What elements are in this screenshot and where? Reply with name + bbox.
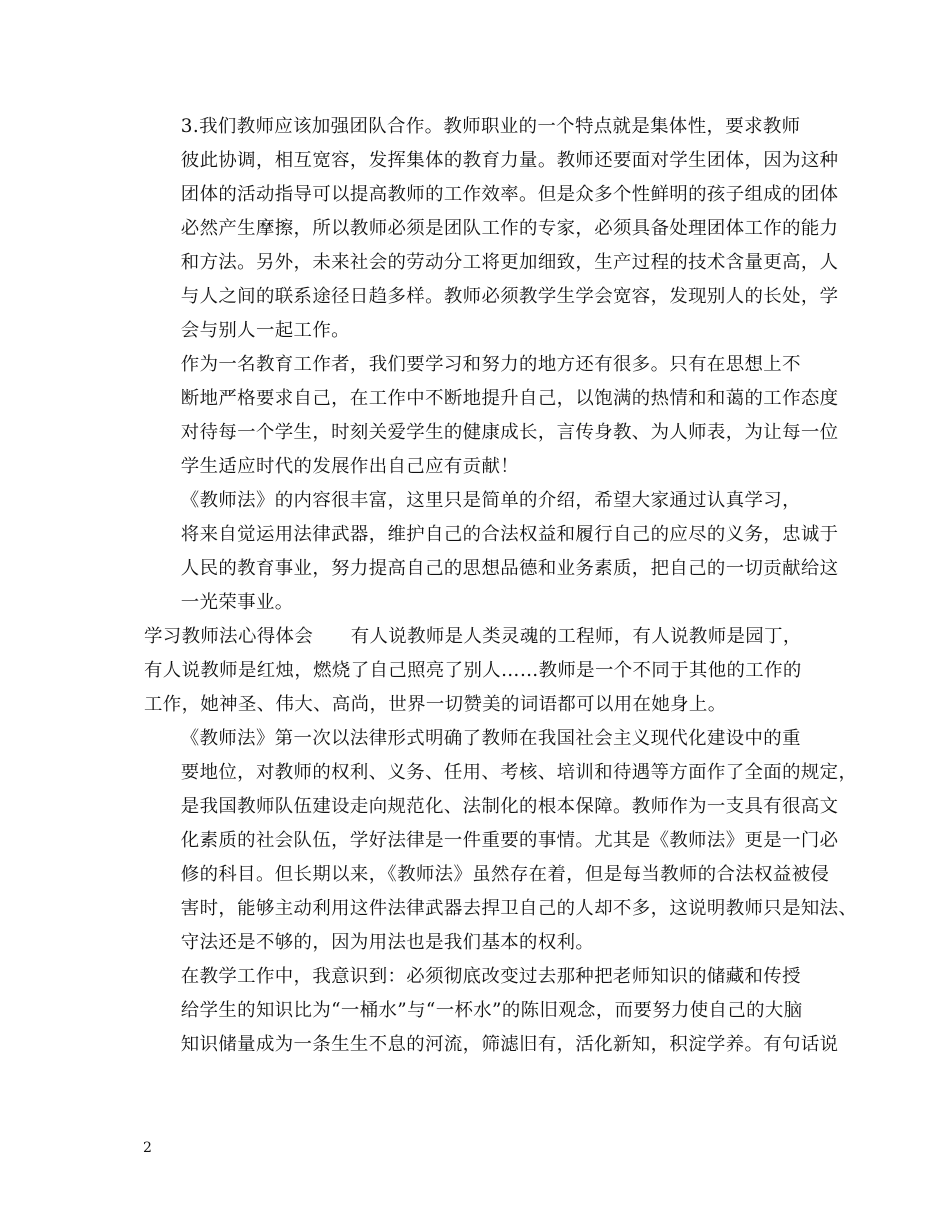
text-line: 团体的活动指导可以提高教师的工作效率。但是众多个性鲜明的孩子组成的团体 xyxy=(180,184,839,205)
text-line: 工作，她神圣、伟大、高尚，世界一切赞美的词语都可以用在她身上。 xyxy=(144,694,727,715)
text-line: 害时，能够主动利用这件法律武器去捍卫自己的人却不多，这说明教师只是知法、 xyxy=(180,898,858,919)
text-line: 守法还是不够的，因为用法也是我们基本的权利。 xyxy=(180,932,595,953)
paragraph-teacher-law-status xyxy=(144,722,858,960)
text-line: 《教师法》第一次以法律形式明确了教师在我国社会主义现代化建设中的重 xyxy=(180,728,801,749)
text-line: 人民的教育事业，努力提高自己的思想品德和业务素质，把自己的一切贡献给这 xyxy=(180,558,839,579)
document-page xyxy=(144,110,858,1062)
text-line: 修的科目。但长期以来，《教师法》虽然存在着，但是每当教师的合法权益被侵 xyxy=(180,864,830,885)
text-line: 给学生的知识比为“一桶水”与“一杯水”的陈旧观念，而要努力使自己的大脑 xyxy=(180,1000,803,1021)
text-line: 断地严格要求自己，在工作中不断地提升自己，以饱满的热情和和蔼的工作态度 xyxy=(180,388,839,409)
paragraph-team-cooperation xyxy=(144,110,839,348)
paragraph-teacher-law-summary xyxy=(144,484,839,620)
text-line: 彼此协调，相互宽容，发挥集体的教育力量。教师还要面对学生团体，因为这种 xyxy=(180,150,839,171)
text-line: 3.我们教师应该加强团队合作。教师职业的一个特点就是集体性，要求教师 xyxy=(180,116,801,137)
text-line: 知识储量成为一条生生不息的河流，筛滤旧有，活化新知，积淀学养。有句话说 xyxy=(180,1034,839,1055)
text-line: 与人之间的联系途径日趋多样。教师必须教学生学会宽容，发现别人的长处，学 xyxy=(180,286,839,307)
text-line: 化素质的社会队伍，学好法律是一件重要的事情。尤其是《教师法》更是一门必 xyxy=(180,830,839,851)
text-line: 会与别人一起工作。 xyxy=(180,320,350,341)
text-line: 和方法。另外，未来社会的劳动分工将更加细致，生产过程的技术含量更高，人 xyxy=(180,252,839,273)
text-line: 《教师法》的内容很丰富，这里只是简单的介绍，希望大家通过认真学习， xyxy=(180,490,801,511)
text-line: 必然产生摩擦，所以教师必须是团队工作的专家，必须具备处理团体工作的能力 xyxy=(180,218,839,239)
text-line: 要地位，对教师的权利、义务、任用、考核、培训和待遇等方面作了全面的规定， xyxy=(180,762,858,783)
paragraph-study-notes-heading xyxy=(144,620,820,722)
text-line: 作为一名教育工作者，我们要学习和努力的地方还有很多。只有在思想上不 xyxy=(180,354,801,375)
text-line: 是我国教师队伍建设走向规范化、法制化的根本保障。教师作为一支具有很高文 xyxy=(180,796,839,817)
page-number: 2 xyxy=(143,1140,152,1156)
text-line: 对待每一个学生，时刻关爱学生的健康成长，言传身教、为人师表，为让每一位 xyxy=(180,422,839,443)
text-line: 学生适应时代的发展作出自己应有贡献！ xyxy=(180,456,520,477)
text-line: 一光荣事业。 xyxy=(180,592,294,613)
text-line: 将来自觉运用法律武器，维护自己的合法权益和履行自己的应尽的义务，忠诚于 xyxy=(180,524,839,545)
paragraph-educator-reflection xyxy=(144,348,839,484)
paragraph-teaching-work xyxy=(144,960,839,1062)
text-line: 有人说教师是红烛，燃烧了自己照亮了别人……教师是一个不同于其他的工作的 xyxy=(144,660,802,681)
text-line: 学习教师法心得体会 有人说教师是人类灵魂的工程师，有人说教师是园丁， xyxy=(144,626,802,647)
text-line: 在教学工作中，我意识到：必须彻底改变过去那种把老师知识的储藏和传授 xyxy=(180,966,801,987)
